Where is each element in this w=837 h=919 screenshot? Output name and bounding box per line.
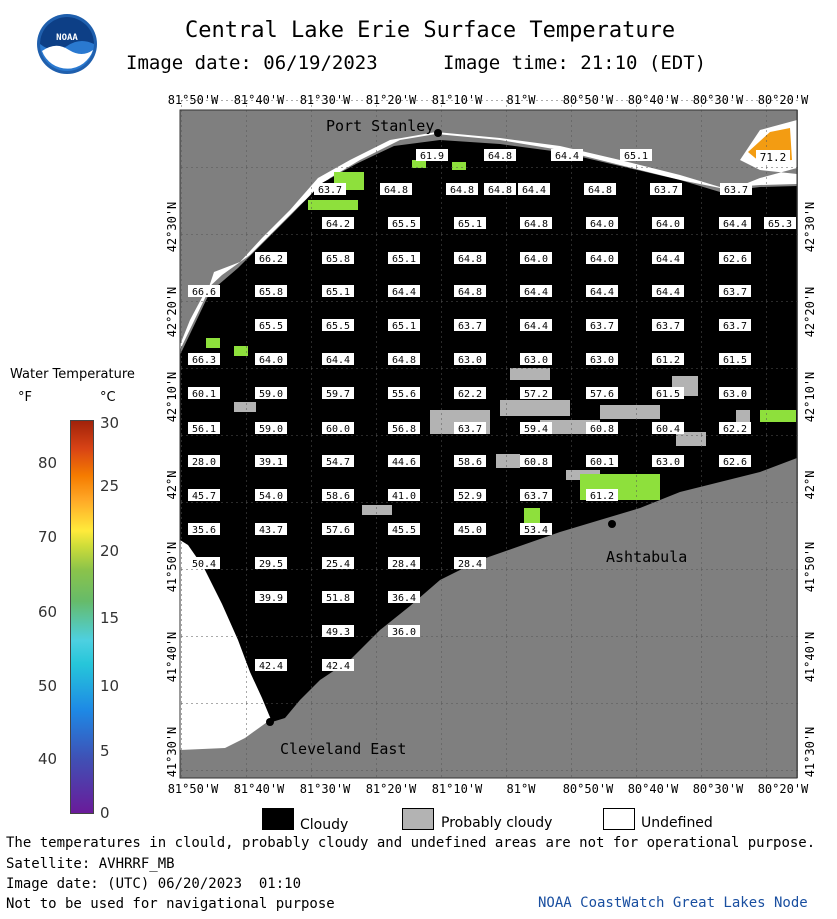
navigation-note: Not to be used for navigational purpose	[6, 896, 335, 912]
temperature-value: 65.8	[325, 254, 351, 265]
hot-spot-label	[756, 150, 790, 164]
temperature-value: 64.4	[391, 287, 417, 298]
temperature-value: 60.8	[523, 457, 549, 468]
latitude-label: 42°20'N	[803, 286, 817, 338]
longitude-label: 80°40'W	[627, 93, 679, 107]
temperature-value: 64.4	[523, 321, 549, 332]
celsius-tick: 10	[100, 677, 120, 695]
temperature-value: 60.8	[589, 424, 615, 435]
temperature-value: 59.7	[325, 389, 351, 400]
temperature-value: 25.4	[325, 559, 351, 570]
longitude-label: 81°10'W	[431, 782, 483, 796]
temperature-value: 65.3	[767, 219, 793, 230]
temperature-value: 57.2	[523, 389, 549, 400]
temperature-value: 62.6	[722, 254, 748, 265]
color-scale-bar	[70, 420, 94, 814]
temperature-value: 28.4	[457, 559, 483, 570]
fahrenheit-tick: 80	[38, 454, 58, 472]
noaa-logo-text: NOAA	[56, 33, 78, 43]
temperature-value: 49.3	[325, 627, 351, 638]
temperature-value: 56.8	[391, 424, 417, 435]
latitude-label: 42°20'N	[165, 286, 179, 338]
undefined-swatch	[603, 808, 635, 830]
temperature-value: 64.0	[258, 355, 284, 366]
temperature-value: 64.2	[325, 219, 351, 230]
latitude-label: 42°N	[803, 470, 817, 500]
temperature-value: 63.0	[457, 355, 483, 366]
image-date: Image date: 06/19/2023	[126, 52, 378, 74]
celsius-tick: 15	[100, 609, 120, 627]
place-label: Port Stanley	[326, 117, 435, 135]
latitude-label: 42°10'N	[803, 371, 817, 423]
temperature-value: 63.7	[722, 321, 748, 332]
temperature-value: 64.0	[523, 254, 549, 265]
temperature-value: 64.4	[523, 287, 549, 298]
temperature-value: 65.5	[325, 321, 351, 332]
celsius-tick: 25	[100, 477, 120, 495]
longitude-label: 81°40'W	[233, 782, 285, 796]
temperature-value: 61.5	[655, 389, 681, 400]
temperature-value: 45.5	[391, 525, 417, 536]
temperature-value: 29.5	[258, 559, 284, 570]
temperature-value: 65.1	[457, 219, 483, 230]
temperature-value: 63.0	[589, 355, 615, 366]
temperature-value: 64.0	[589, 219, 615, 230]
temperature-value: 64.4	[554, 151, 580, 162]
temperature-value: 57.6	[589, 389, 615, 400]
longitude-label: 81°30'W	[299, 782, 351, 796]
latitude-label: 41°40'N	[165, 631, 179, 683]
temperature-value: 64.8	[391, 355, 417, 366]
satellite-info: Satellite: AVHRRF_MB	[6, 856, 175, 872]
longitude-label: 80°40'W	[627, 782, 679, 796]
temperature-value: 63.7	[589, 321, 615, 332]
temperature-value: 63.0	[523, 355, 549, 366]
longitude-label: 81°W	[506, 93, 536, 107]
temperature-value: 60.1	[589, 457, 615, 468]
temperature-value: 59.0	[258, 424, 284, 435]
longitude-label: 81°40'W	[233, 93, 285, 107]
temperature-value: 65.8	[258, 287, 284, 298]
temperature-value: 54.0	[258, 491, 284, 502]
temperature-value: 64.0	[589, 254, 615, 265]
temperature-value: 60.1	[191, 389, 217, 400]
temperature-value: 66.6	[191, 287, 217, 298]
celsius-tick: 5	[100, 742, 110, 760]
legend-unit-c: °C	[100, 390, 116, 405]
port-stanley-marker	[434, 129, 442, 137]
celsius-tick: 20	[100, 542, 120, 560]
longitude-label: 81°50'W	[167, 93, 219, 107]
temperature-value: 28.4	[391, 559, 417, 570]
temperature-value: 63.7	[722, 287, 748, 298]
latitude-label: 41°50'N	[165, 541, 179, 593]
temperature-value: 66.2	[258, 254, 284, 265]
temperature-value: 62.2	[722, 424, 748, 435]
temperature-value: 61.5	[722, 355, 748, 366]
temperature-value: 41.0	[391, 491, 417, 502]
latitude-label: 41°40'N	[803, 631, 817, 683]
longitude-label: 81°30'W	[299, 93, 351, 107]
temperature-value: 63.7	[457, 321, 483, 332]
temperature-value: 64.4	[722, 219, 748, 230]
fahrenheit-tick: 70	[38, 528, 58, 546]
temperature-value: 62.2	[457, 389, 483, 400]
temperature-value: 64.8	[487, 151, 513, 162]
temperature-value: 53.4	[523, 525, 549, 536]
temperature-value: 65.1	[623, 151, 649, 162]
temperature-value: 58.6	[457, 457, 483, 468]
temperature-value: 63.0	[722, 389, 748, 400]
longitude-label: 81°20'W	[365, 93, 417, 107]
temperature-value: 39.1	[258, 457, 284, 468]
longitude-label: 80°20'W	[757, 782, 809, 796]
legend-unit-f: °F	[18, 390, 32, 405]
temperature-value: 63.7	[723, 185, 749, 196]
latitude-label: 41°30'N	[803, 726, 817, 778]
temperature-value: 60.0	[325, 424, 351, 435]
temperature-value: 54.7	[325, 457, 351, 468]
longitude-labels-bottom	[168, 782, 809, 796]
utc-date: Image date: (UTC) 06/20/2023 01:10	[6, 876, 302, 892]
legend-title: Water Temperature	[10, 367, 135, 382]
temperature-value: 61.2	[655, 355, 681, 366]
temperature-value: 61.9	[419, 151, 445, 162]
temperature-value: 64.8	[523, 219, 549, 230]
temperature-value: 50.4	[191, 559, 217, 570]
temperature-value: 64.4	[325, 355, 351, 366]
ashtabula-marker	[608, 520, 616, 528]
temperature-value: 45.7	[191, 491, 217, 502]
probably-cloudy-label: Probably cloudy	[441, 815, 553, 831]
temperature-value: 64.8	[383, 185, 409, 196]
temperature-value: 64.4	[521, 185, 547, 196]
disclaimer-note: The temperatures in clould, probably cloudy and undefined areas are not for operational purpose.	[6, 835, 816, 851]
temperature-value: 63.7	[317, 185, 343, 196]
temperature-value: 58.6	[325, 491, 351, 502]
temperature-value: 36.0	[391, 627, 417, 638]
undefined-label: Undefined	[641, 815, 713, 831]
temperature-value: 64.8	[487, 185, 513, 196]
temperature-value: 65.1	[391, 321, 417, 332]
temperature-value: 35.6	[191, 525, 217, 536]
longitude-label: 80°50'W	[562, 93, 614, 107]
temperature-value: 55.6	[391, 389, 417, 400]
temperature-value: 63.7	[653, 185, 679, 196]
latitude-label: 41°30'N	[165, 726, 179, 778]
temperature-value: 42.4	[258, 661, 284, 672]
temperature-value: 51.8	[325, 593, 351, 604]
temperature-value: 63.7	[457, 424, 483, 435]
temperature-value: 64.8	[449, 185, 475, 196]
temperature-value: 59.0	[258, 389, 284, 400]
temperature-value: 62.6	[722, 457, 748, 468]
longitude-label: 80°30'W	[692, 782, 744, 796]
temperature-value: 64.8	[457, 287, 483, 298]
temperature-value: 64.4	[655, 254, 681, 265]
temperature-value: 64.8	[457, 254, 483, 265]
longitude-label: 80°30'W	[692, 93, 744, 107]
latitude-label: 41°50'N	[803, 541, 817, 593]
fahrenheit-tick: 50	[38, 677, 58, 695]
place-label: Cleveland East	[280, 740, 407, 758]
temperature-value: 28.0	[191, 457, 217, 468]
longitude-label: 81°W	[506, 782, 536, 796]
temperature-value: 63.0	[655, 457, 681, 468]
temperature-value: 42.4	[325, 661, 351, 672]
temperature-value: 65.5	[258, 321, 284, 332]
longitude-label: 81°50'W	[167, 782, 219, 796]
celsius-tick: 0	[100, 804, 110, 822]
longitude-label: 80°20'W	[757, 93, 809, 107]
temperature-value: 63.7	[523, 491, 549, 502]
image-time: Image time: 21:10 (EDT)	[443, 52, 707, 74]
latitude-labels-left	[165, 202, 179, 778]
temperature-value: 56.1	[191, 424, 217, 435]
temperature-value: 65.1	[325, 287, 351, 298]
cleveland-east-marker	[266, 718, 274, 726]
temperature-value: 64.4	[589, 287, 615, 298]
temperature-value: 65.1	[391, 254, 417, 265]
temperature-value: 61.2	[589, 491, 615, 502]
temperature-value: 45.0	[457, 525, 483, 536]
latitude-label: 42°10'N	[165, 371, 179, 423]
fahrenheit-tick: 40	[38, 750, 58, 768]
temperature-value: 57.6	[325, 525, 351, 536]
temperature-value: 59.4	[523, 424, 549, 435]
temperature-value: 39.9	[258, 593, 284, 604]
cloudy-label: Cloudy	[300, 817, 349, 833]
longitude-label: 81°20'W	[365, 782, 417, 796]
celsius-tick: 30	[100, 414, 120, 432]
fahrenheit-tick: 60	[38, 603, 58, 621]
temperature-value: 44.6	[391, 457, 417, 468]
temperature-value: 66.3	[191, 355, 217, 366]
place-label: Ashtabula	[606, 548, 688, 566]
temperature-value: 63.7	[655, 321, 681, 332]
temperature-value: 64.4	[655, 287, 681, 298]
temperature-value: 71.2	[759, 151, 787, 164]
temperature-value: 36.4	[391, 593, 417, 604]
latitude-labels-right	[803, 202, 817, 778]
temperature-value: 65.5	[391, 219, 417, 230]
temperature-value: 64.8	[587, 185, 613, 196]
longitude-label: 80°50'W	[562, 782, 614, 796]
latitude-label: 42°N	[165, 470, 179, 500]
map-title: Central Lake Erie Surface Temperature	[185, 18, 676, 43]
temperature-value: 52.9	[457, 491, 483, 502]
credit-link[interactable]: NOAA CoastWatch Great Lakes Node	[538, 895, 808, 911]
latitude-label: 42°30'N	[803, 201, 817, 253]
probably-cloudy-swatch	[402, 808, 434, 830]
longitude-label: 81°10'W	[431, 93, 483, 107]
temperature-value: 43.7	[258, 525, 284, 536]
temperature-value: 64.0	[655, 219, 681, 230]
latitude-label: 42°30'N	[165, 201, 179, 253]
cloudy-swatch	[262, 808, 294, 830]
temperature-value: 60.4	[655, 424, 681, 435]
